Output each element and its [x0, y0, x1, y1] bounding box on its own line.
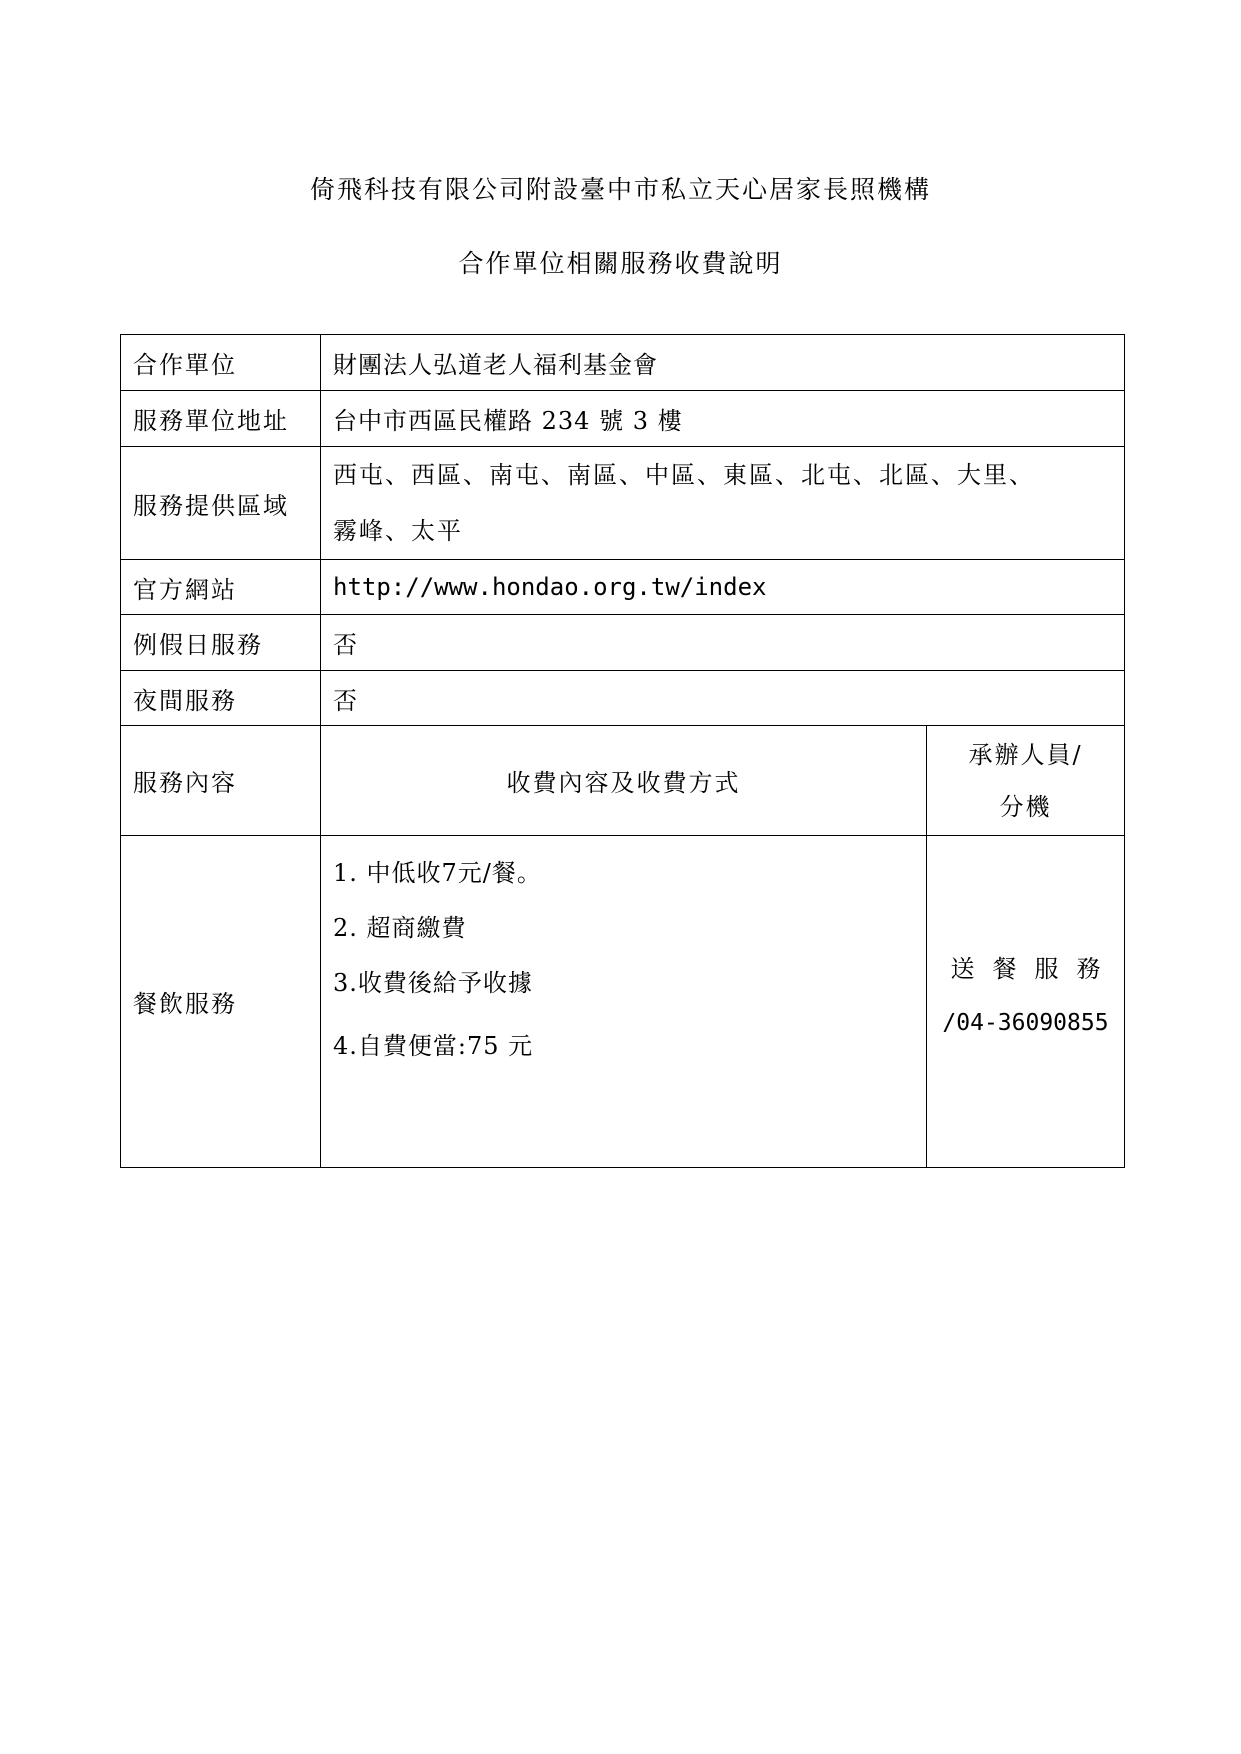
- table-row-services-header: [121, 726, 1125, 836]
- table-row-holiday: [121, 615, 1125, 671]
- services-contact-header: [927, 726, 1125, 836]
- meal-service-contact: [927, 836, 1125, 1168]
- document-title: 倚飛科技有限公司附設臺中市私立天心居家長照機構: [309, 175, 931, 204]
- partner-label: 合作單位: [121, 335, 321, 391]
- services-content-header: 服務內容: [121, 726, 321, 836]
- area-value: [321, 447, 1125, 560]
- table-row-address: [121, 391, 1125, 447]
- services-fee-header: 收費內容及收費方式: [321, 726, 927, 836]
- area-line-1: 西屯、西區、南屯、南區、中區、東區、北屯、北區、大里、: [333, 461, 1035, 489]
- area-line-2: 霧峰、太平: [333, 517, 463, 545]
- service-info-table: [120, 334, 1125, 1168]
- meal-contact-phone: /04-36090855: [942, 1009, 1109, 1036]
- document-subtitle: 合作單位相關服務收費說明: [458, 249, 783, 278]
- meal-fee-item-1: 1. 中低收7元/餐。: [333, 859, 542, 887]
- table-row-night: [121, 671, 1125, 726]
- table-row-partner: [121, 335, 1125, 391]
- address-label: 服務單位地址: [121, 391, 321, 447]
- meal-fee-item-2: 2. 超商繳費: [333, 914, 467, 942]
- partner-value: 財團法人弘道老人福利基金會: [321, 335, 1125, 391]
- table-row-area: [121, 447, 1125, 560]
- table-row-meal-service: [121, 836, 1125, 1168]
- meal-contact-line-1: 送餐服務: [950, 954, 1119, 983]
- meal-fee-item-3: 3.收費後給予收據: [333, 969, 533, 997]
- website-link[interactable]: http://www.hondao.org.tw/index: [321, 560, 1125, 615]
- meal-fee-list: [321, 836, 927, 1168]
- holiday-label: 例假日服務: [121, 615, 321, 671]
- contact-header-line-1: 承辦人員/: [968, 740, 1083, 769]
- meal-fee-item-4: 4.自費便當:75 元: [333, 1032, 534, 1060]
- night-value: 否: [321, 671, 1125, 726]
- meal-service-label: 餐飲服務: [121, 836, 321, 1168]
- table-row-website: [121, 560, 1125, 615]
- contact-header-line-2: 分機: [999, 792, 1052, 821]
- address-value: 台中市西區民權路 234 號 3 樓: [321, 391, 1125, 447]
- night-label: 夜間服務: [121, 671, 321, 726]
- website-label: 官方網站: [121, 560, 321, 615]
- area-label: 服務提供區域: [121, 447, 321, 560]
- holiday-value: 否: [321, 615, 1125, 671]
